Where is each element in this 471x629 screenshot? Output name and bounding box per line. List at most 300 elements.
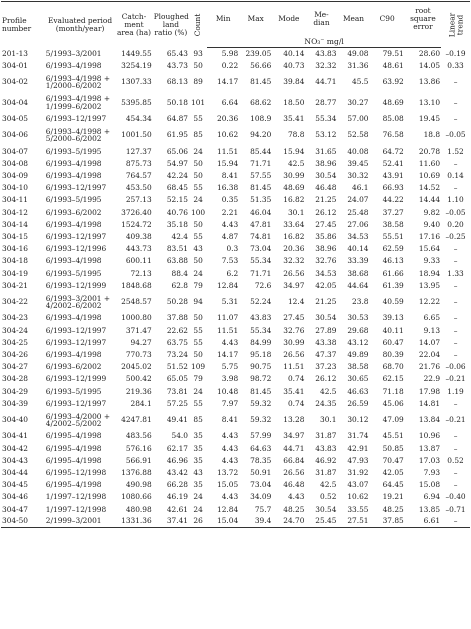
min-value-cell: 15.04	[207, 516, 239, 528]
profile-number-cell: 304-22	[2, 297, 29, 307]
ploughed-ratio-cell: 52.15	[166, 195, 188, 205]
max-value-cell: 94.20	[250, 130, 272, 140]
rmse-value-cell: 13.10	[418, 97, 441, 107]
c90-value-cell: 47.09	[382, 415, 404, 425]
mean-value-cell: 38.68	[347, 268, 369, 278]
min-value-cell: 10.62	[217, 130, 239, 140]
table-row	[1, 410, 470, 431]
catchment-area-cell: 72.13	[130, 268, 152, 278]
table-row	[1, 231, 470, 243]
median-value-cell: 31.87	[315, 431, 337, 441]
min-value-cell: 10.48	[217, 386, 239, 396]
ploughed-ratio-cell: 35.18	[166, 219, 188, 229]
c90-value-cell: 55.51	[382, 231, 404, 241]
linear-trend-value-cell: –	[453, 244, 458, 254]
min-value-cell: 14.17	[217, 349, 239, 359]
rmse-value-cell: 13.86	[418, 77, 441, 87]
mode-value-cell: 13.28	[283, 415, 305, 425]
min-value-cell: 4.43	[221, 455, 239, 465]
max-value-cell: 47.81	[250, 219, 272, 229]
catchment-area-cell: 454.34	[125, 113, 152, 123]
linear-trend-value-cell: –	[453, 398, 458, 408]
table-row	[1, 72, 470, 93]
mean-value-cell: 34.53	[347, 231, 369, 241]
rmse-value-cell: 28.60	[418, 48, 441, 58]
mean-value-cell: 10.62	[347, 492, 369, 502]
min-value-cell: 4.43	[221, 492, 239, 502]
max-value-cell: 46.04	[250, 207, 272, 217]
count-cell: 50	[193, 158, 203, 168]
header-evaluated-period: Evaluated period (month/year)	[45, 2, 116, 48]
profile-number-cell: 304-18	[2, 256, 29, 266]
c90-value-cell: 52.41	[382, 158, 404, 168]
count-cell: 24	[193, 195, 203, 205]
rmse-value-cell: 6.65	[423, 313, 441, 323]
profile-number-cell: 304-45	[2, 480, 29, 490]
table-row	[1, 385, 470, 397]
mode-value-cell: 32.32	[283, 256, 305, 266]
count-cell: 24	[193, 492, 203, 502]
max-value-cell: 239.05	[245, 48, 272, 58]
rmse-value-cell: 17.16	[418, 231, 441, 241]
max-value-cell: 52.24	[250, 297, 272, 307]
max-value-cell: 71.71	[250, 268, 272, 278]
profile-number-cell: 304-39	[2, 398, 29, 408]
rmse-value-cell: 10.69	[418, 171, 441, 181]
mode-value-cell: 48.25	[283, 504, 305, 514]
rmse-value-cell: 13.95	[418, 280, 441, 290]
c90-value-cell: 46.13	[382, 256, 404, 266]
evaluated-period-cell: 6/1993–4/1998 + 1/2000–6/2002	[45, 73, 111, 91]
count-cell: 24	[193, 504, 203, 514]
c90-value-cell: 63.92	[382, 77, 404, 87]
count-cell: 85	[193, 130, 203, 140]
max-value-cell: 90.75	[250, 362, 272, 372]
mean-value-cell: 38.58	[347, 362, 369, 372]
table-row	[1, 312, 470, 324]
min-value-cell: 7.97	[221, 398, 239, 408]
c90-value-cell: 80.39	[382, 349, 404, 359]
mean-value-cell: 31.36	[347, 60, 369, 70]
table-row	[1, 398, 470, 410]
min-value-cell: 20.36	[217, 113, 239, 123]
rmse-value-cell: 17.03	[418, 455, 441, 465]
profile-number-cell: 304-28	[2, 374, 29, 384]
max-value-cell: 64.63	[250, 443, 272, 453]
c90-value-cell: 62.15	[382, 374, 404, 384]
profile-number-cell: 304-08	[2, 158, 29, 168]
catchment-area-cell: 4247.81	[121, 415, 152, 425]
ploughed-ratio-cell: 63.88	[166, 256, 188, 266]
median-value-cell: 44.71	[315, 77, 337, 87]
linear-trend-value-cell: 0.33	[447, 60, 464, 70]
min-value-cell: 5.98	[221, 48, 239, 58]
header-min: Min	[207, 2, 239, 37]
mean-value-cell: 26.59	[347, 398, 369, 408]
rmse-value-cell: 14.81	[418, 398, 441, 408]
mode-value-cell: 33.64	[283, 219, 305, 229]
catchment-area-cell: 2045.02	[121, 362, 152, 372]
catchment-area-cell: 500.42	[125, 374, 152, 384]
evaluated-period-cell: 6/1993–4/1998	[45, 219, 102, 229]
ploughed-ratio-cell: 62.17	[166, 443, 188, 453]
median-value-cell: 43.83	[315, 48, 337, 58]
mean-value-cell: 57.00	[347, 113, 369, 123]
profile-number-cell: 304-25	[2, 337, 29, 347]
catchment-area-cell: 875.73	[125, 158, 152, 168]
linear-trend-value-cell: –0.05	[445, 130, 466, 140]
table-body	[1, 48, 470, 528]
catchment-area-cell: 2548.57	[121, 297, 152, 307]
median-value-cell: 26.12	[315, 374, 337, 384]
c90-value-cell: 40.59	[382, 297, 404, 307]
profile-number-cell: 304-23	[2, 313, 29, 323]
c90-value-cell: 50.85	[382, 443, 404, 453]
mean-value-cell: 33.55	[347, 504, 369, 514]
ploughed-ratio-cell: 65.05	[166, 374, 188, 384]
count-cell: 50	[193, 256, 203, 266]
mode-value-cell: 40.73	[283, 60, 305, 70]
rmse-value-cell: 6.61	[405, 516, 441, 528]
profile-number-cell: 304-09	[2, 171, 29, 181]
min-value-cell: 4.43	[221, 431, 239, 441]
mean-value-cell: 27.51	[337, 516, 369, 528]
evaluated-period-cell: 6/1993–12/1997	[45, 325, 107, 335]
table-row	[1, 125, 470, 146]
table-row	[1, 255, 470, 267]
max-value-cell: 50.91	[250, 467, 272, 477]
mode-value-cell: 0.74	[287, 398, 305, 408]
table-row	[1, 92, 470, 113]
count-cell: 55	[193, 337, 203, 347]
catchment-area-cell: 576.16	[125, 443, 152, 453]
table-row	[1, 48, 470, 60]
mean-value-cell: 31.74	[347, 431, 369, 441]
mode-value-cell: 27.45	[283, 313, 305, 323]
mean-value-cell: 47.93	[347, 455, 369, 465]
table-row	[1, 280, 470, 292]
table-row	[1, 170, 470, 182]
profile-number-cell: 304-11	[2, 195, 29, 205]
count-cell: 35	[193, 480, 203, 490]
c90-value-cell: 76.58	[382, 130, 404, 140]
min-value-cell: 7.53	[221, 256, 239, 266]
mean-value-cell: 30.12	[347, 415, 369, 425]
evaluated-period-cell: 6/1993–12/1997	[45, 398, 107, 408]
header-ploughed-ratio: Ploughed land ratio (%)	[153, 2, 189, 48]
count-cell: 79	[193, 280, 203, 290]
header-catchment-area: Catch-ment area (ha)	[115, 2, 152, 48]
count-cell: 55	[193, 231, 203, 241]
count-cell: 50	[193, 349, 203, 359]
table-row	[1, 113, 470, 125]
header-median: Me-dian	[305, 2, 337, 37]
min-value-cell: 15.05	[217, 480, 239, 490]
evaluated-period-cell: 6/1993–4/1998	[45, 349, 102, 359]
c90-value-cell: 62.59	[382, 244, 404, 254]
rmse-value-cell: 14.52	[418, 183, 441, 193]
count-cell: 55	[193, 398, 203, 408]
ploughed-ratio-cell: 46.96	[166, 455, 188, 465]
min-value-cell: 11.51	[217, 325, 239, 335]
c90-value-cell: 45.51	[382, 431, 404, 441]
catchment-area-cell: 480.98	[125, 504, 152, 514]
c90-value-cell: 43.91	[382, 171, 404, 181]
profile-number-cell: 304-26	[2, 349, 29, 359]
count-cell: 93	[193, 48, 203, 58]
table-row	[1, 219, 470, 231]
rmse-value-cell: 10.96	[418, 431, 441, 441]
max-value-cell: 81.45	[250, 77, 272, 87]
evaluated-period-cell: 6/1993–4/1998	[45, 313, 102, 323]
mode-value-cell: 30.1	[287, 207, 305, 217]
linear-trend-value-cell: –0.06	[445, 362, 466, 372]
rmse-value-cell: 17.98	[418, 386, 441, 396]
linear-trend-value-cell: –	[453, 337, 458, 347]
rmse-value-cell: 18.94	[418, 268, 441, 278]
table-row	[1, 267, 470, 279]
profile-number-cell: 304-12	[2, 207, 29, 217]
max-value-cell: 78.35	[250, 455, 272, 465]
mode-value-cell: 26.56	[283, 349, 305, 359]
linear-trend-value-cell: –0.71	[445, 504, 466, 514]
ploughed-ratio-cell: 66.28	[166, 480, 188, 490]
min-value-cell: 11.07	[217, 313, 239, 323]
mode-value-cell: 34.97	[283, 431, 305, 441]
max-value-cell: 73.04	[250, 480, 272, 490]
evaluated-period-cell: 6/1995–4/1998	[45, 480, 102, 490]
c90-value-cell: 40.11	[382, 325, 404, 335]
median-value-cell: 30.54	[315, 504, 337, 514]
min-value-cell: 15.94	[217, 158, 239, 168]
min-value-cell: 12.84	[217, 504, 239, 514]
ploughed-ratio-cell: 42.4	[171, 231, 188, 241]
table-row	[1, 325, 470, 337]
linear-trend-value-cell: 1.19	[447, 386, 464, 396]
evaluated-period-cell: 6/1993–4/1998	[45, 256, 102, 266]
evaluated-period-cell: 6/1993–12/1999	[45, 280, 107, 290]
mean-value-cell: 43.07	[347, 480, 369, 490]
catchment-area-cell: 257.13	[125, 195, 152, 205]
count-cell: 55	[193, 325, 203, 335]
median-value-cell: 30.54	[315, 171, 337, 181]
evaluated-period-cell: 6/1995–4/1998	[45, 455, 102, 465]
max-value-cell: 59.32	[250, 415, 272, 425]
count-cell: 94	[193, 297, 203, 307]
mode-value-cell: 16.82	[283, 195, 305, 205]
median-value-cell: 55.34	[315, 113, 337, 123]
median-value-cell: 38.96	[315, 244, 337, 254]
linear-trend-value-cell: –	[453, 467, 458, 477]
c90-value-cell: 44.22	[382, 195, 404, 205]
rmse-value-cell: 13.85	[418, 504, 441, 514]
profile-number-cell: 304-04	[2, 97, 29, 107]
c90-value-cell: 79.51	[382, 48, 404, 58]
mode-value-cell: 35.41	[283, 386, 305, 396]
count-cell: 24	[193, 386, 203, 396]
count-cell: 26	[189, 516, 207, 528]
min-value-cell: 16.38	[217, 183, 239, 193]
ploughed-ratio-cell: 73.24	[166, 349, 188, 359]
count-cell: 24	[193, 146, 203, 156]
ploughed-ratio-cell: 61.95	[166, 130, 188, 140]
mode-value-cell: 20.36	[283, 244, 305, 254]
profile-number-cell: 304-27	[2, 362, 29, 372]
count-cell: 109	[191, 362, 206, 372]
max-value-cell: 108.9	[250, 113, 272, 123]
ploughed-ratio-cell: 37.41	[153, 516, 189, 528]
table-row	[1, 182, 470, 194]
mean-value-cell: 44.64	[347, 280, 369, 290]
mean-value-cell: 46.63	[347, 386, 369, 396]
profile-number-cell: 304-40	[2, 415, 29, 425]
rmse-value-cell: 9.82	[423, 207, 441, 217]
profile-number-cell: 304-06	[2, 130, 29, 140]
ploughed-ratio-cell: 68.45	[166, 183, 188, 193]
catchment-area-cell: 3726.40	[121, 207, 152, 217]
profile-number-cell: 304-43	[2, 455, 29, 465]
profile-number-cell: 304-05	[2, 113, 29, 123]
table-row	[1, 60, 470, 72]
evaluated-period-cell: 6/1993–12/1997	[45, 231, 107, 241]
c90-value-cell: 71.18	[382, 386, 404, 396]
median-value-cell: 46.48	[315, 183, 337, 193]
table-row	[1, 479, 470, 491]
rmse-value-cell: 9.40	[423, 219, 441, 229]
rmse-value-cell: 13.87	[418, 443, 441, 453]
linear-trend-value-cell: –	[453, 325, 458, 335]
max-value-cell: 59.32	[250, 398, 272, 408]
rmse-value-cell: 14.44	[418, 195, 441, 205]
mode-value-cell: 35.41	[283, 113, 305, 123]
evaluated-period-cell: 6/1995–12/1998	[45, 467, 107, 477]
max-value-cell: 71.71	[250, 158, 272, 168]
linear-trend-value-cell: –	[453, 183, 458, 193]
c90-value-cell: 39.13	[382, 313, 404, 323]
catchment-area-cell: 764.57	[125, 171, 152, 181]
mode-value-cell: 15.94	[283, 146, 305, 156]
linear-trend-value-cell: –0.25	[445, 231, 466, 241]
catchment-area-cell: 453.50	[125, 183, 152, 193]
catchment-area-cell: 5395.85	[121, 97, 152, 107]
median-value-cell: 46.92	[315, 455, 337, 465]
min-value-cell: 13.72	[217, 467, 239, 477]
min-value-cell: 6.2	[226, 268, 239, 278]
catchment-area-cell: 600.11	[125, 256, 152, 266]
min-value-cell: 6.64	[221, 97, 239, 107]
median-value-cell: 30.1	[320, 415, 337, 425]
mean-value-cell: 30.65	[347, 374, 369, 384]
max-value-cell: 81.45	[250, 183, 272, 193]
mean-value-cell: 30.32	[347, 171, 369, 181]
mode-value-cell: 26.56	[283, 467, 305, 477]
count-cell: 35	[193, 431, 203, 441]
rmse-value-cell: 14.07	[418, 337, 441, 347]
mean-value-cell: 49.08	[347, 48, 369, 58]
mean-value-cell: 49.89	[347, 349, 369, 359]
profile-number-cell: 304-14	[2, 219, 29, 229]
median-value-cell: 24.35	[315, 398, 337, 408]
mean-value-cell: 33.39	[347, 256, 369, 266]
rmse-value-cell: 9.13	[423, 325, 441, 335]
rmse-value-cell: 13.84	[418, 415, 441, 425]
count-cell: 89	[193, 77, 203, 87]
max-value-cell: 72.6	[254, 280, 272, 290]
c90-value-cell: 38.58	[382, 219, 404, 229]
header-mean: Mean	[337, 2, 369, 37]
mean-value-cell: 40.14	[347, 244, 369, 254]
linear-trend-value-cell: –	[453, 77, 458, 87]
min-value-cell: 4.43	[221, 443, 239, 453]
rmse-value-cell: 15.08	[418, 480, 441, 490]
table-row	[1, 146, 470, 158]
c90-value-cell: 68.70	[382, 362, 404, 372]
ploughed-ratio-cell: 88.4	[171, 268, 188, 278]
catchment-area-cell: 94.27	[130, 337, 152, 347]
mean-value-cell: 39.45	[347, 158, 369, 168]
table-row	[1, 349, 470, 361]
max-value-cell: 56.66	[250, 60, 272, 70]
header-max: Max	[239, 2, 272, 37]
linear-trend-value-cell: –	[453, 480, 458, 490]
profile-number-cell: 304-02	[2, 77, 29, 87]
mode-value-cell: 30.99	[283, 171, 305, 181]
median-value-cell: 26.12	[315, 207, 337, 217]
rmse-value-cell: 6.94	[423, 492, 441, 502]
evaluated-period-cell: 6/1993–5/1995	[45, 195, 102, 205]
profile-number-cell: 304-42	[2, 443, 29, 453]
min-value-cell: 5.75	[221, 362, 239, 372]
median-value-cell: 53.12	[315, 130, 337, 140]
max-value-cell: 43.83	[250, 313, 272, 323]
evaluated-period-cell: 6/1993–4/1998	[45, 171, 102, 181]
rmse-value-cell: 20.78	[418, 146, 441, 156]
min-value-cell: 0.35	[221, 195, 239, 205]
min-value-cell: 14.17	[217, 77, 239, 87]
count-cell: 55	[193, 183, 203, 193]
evaluated-period-cell: 6/1993–4/1998	[45, 158, 102, 168]
linear-trend-value-cell: –0.19	[445, 48, 466, 58]
ploughed-ratio-cell: 65.43	[166, 48, 188, 58]
catchment-area-cell: 127.37	[125, 146, 152, 156]
rmse-value-cell: 9.33	[423, 256, 441, 266]
mean-value-cell: 31.92	[347, 467, 369, 477]
c90-value-cell: 48.25	[382, 504, 404, 514]
mean-value-cell: 25.48	[347, 207, 369, 217]
catchment-area-cell: 1848.68	[121, 280, 152, 290]
table-row	[1, 455, 470, 467]
evaluated-period-cell: 6/1993–6/2002	[45, 362, 102, 372]
evaluated-period-cell: 6/1993–5/1995	[45, 146, 102, 156]
ploughed-ratio-cell: 49.41	[166, 415, 188, 425]
mean-value-cell: 52.58	[347, 130, 369, 140]
profile-number-cell: 304-19	[2, 268, 29, 278]
catchment-area-cell: 409.38	[125, 231, 152, 241]
mode-value-cell: 0.74	[287, 374, 305, 384]
linear-trend-value-cell: 0.52	[447, 455, 464, 465]
max-value-cell: 74.81	[250, 231, 272, 241]
ploughed-ratio-cell: 68.13	[166, 77, 188, 87]
count-cell: 100	[191, 207, 206, 217]
median-value-cell: 43.38	[315, 337, 337, 347]
linear-trend-value-cell: –	[453, 349, 458, 359]
count-cell: 85	[193, 415, 203, 425]
ploughed-ratio-cell: 51.52	[166, 362, 188, 372]
header-linear-trend: Linear trend	[441, 2, 470, 48]
max-value-cell: 34.09	[250, 492, 272, 502]
max-value-cell: 98.72	[250, 374, 272, 384]
median-value-cell: 35.86	[315, 231, 337, 241]
